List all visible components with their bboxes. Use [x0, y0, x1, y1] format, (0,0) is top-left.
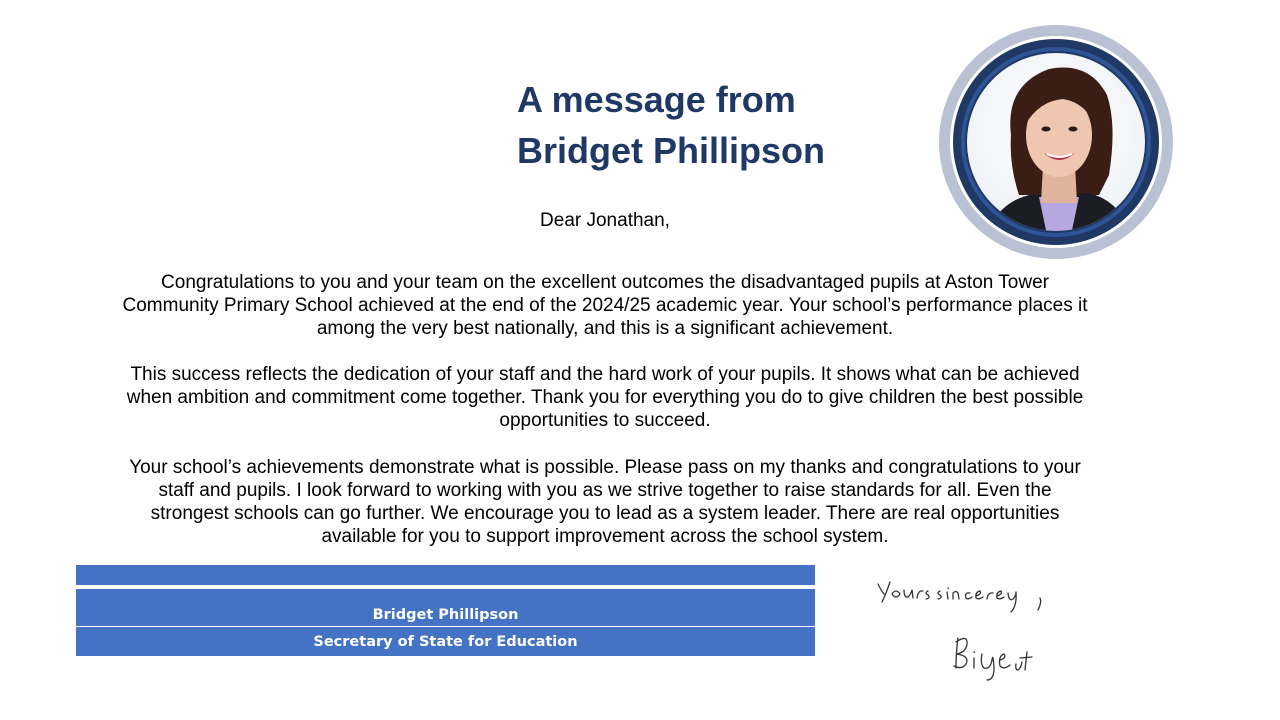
paragraph-line: Congratulations to you and your team on the excellent outcomes the disadvantaged pupils at Aston Tower	[161, 272, 1049, 293]
salutation: Dear Jonathan,	[540, 210, 670, 231]
paragraph-line: strongest schools can go further. We encourage you to lead as a system leader. There are real opportunities	[150, 503, 1060, 524]
paragraph-line: Community Primary School achieved at the end of the 2024/25 academic year. Your school’s performance places it	[122, 295, 1088, 316]
paragraph-line: Your school’s achievements demonstrate what is possible. Please pass on my thanks and congratulations to your	[129, 457, 1081, 478]
paragraph-congratulations	[55, 271, 1155, 340]
signatory-role: Secretary of State for Education	[313, 634, 578, 650]
signatory-name: Bridget Phillipson	[372, 607, 519, 623]
page-title	[517, 74, 825, 176]
paragraph-line: when ambition and commitment come together. Thank you for everything you do to give children the best possible	[126, 387, 1084, 408]
signature-band-name	[76, 589, 815, 626]
signature-band-top	[76, 565, 815, 585]
paragraph-success	[55, 363, 1155, 432]
handwritten-signature	[870, 572, 1070, 682]
paragraph-line: This success reflects the dedication of your staff and the hard work of your pupils. It shows what can be achieved	[130, 364, 1080, 385]
paragraph-line: among the very best nationally, and this is a significant achievement.	[316, 318, 894, 339]
title-line-1: A message from	[517, 79, 796, 120]
paragraph-achievements	[55, 456, 1155, 548]
signature-band-role	[76, 627, 815, 656]
title-line-2: Bridget Phillipson	[517, 130, 826, 171]
paragraph-line: opportunities to succeed.	[499, 410, 711, 431]
paragraph-line: available for you to support improvement across the school system.	[321, 526, 889, 547]
paragraph-line: staff and pupils. I look forward to working with you as we strive together to raise standards for all. Even the	[158, 480, 1052, 501]
